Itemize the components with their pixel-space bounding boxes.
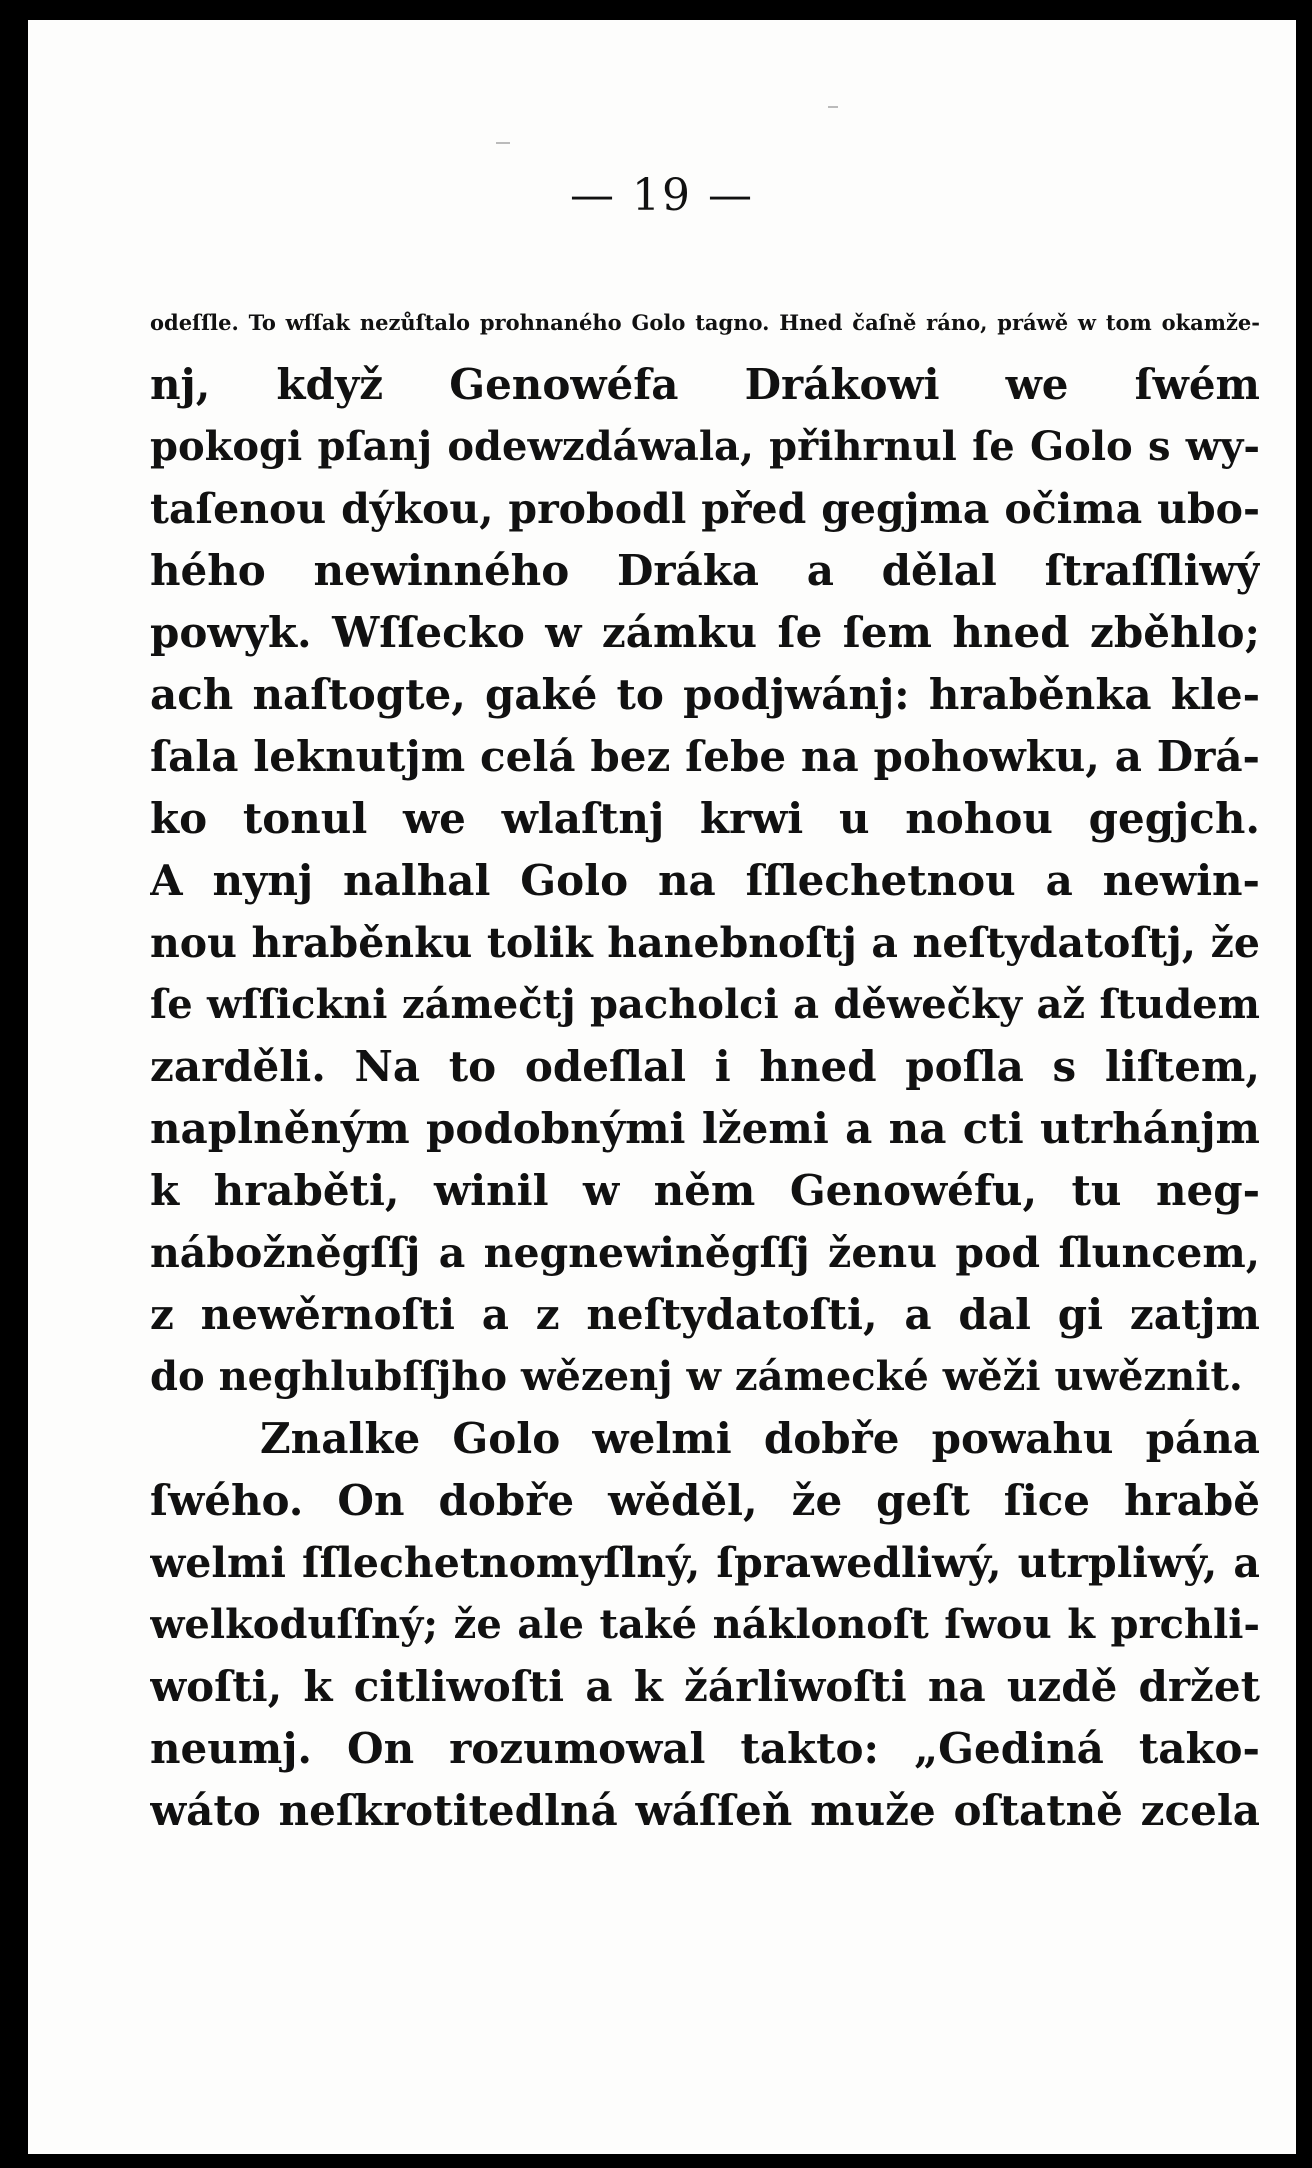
text-line: ſala leknutjm celá bez ſebe na pohowku, a Drá- [150,732,1260,781]
text-line: Znalke Golo welmi dobře powahu pána [260,1414,1260,1463]
text-line: zarděli. Na to odeſlal i hned poſla s liſtem, [150,1042,1260,1091]
text-line: nj, když Genowéfa Drákowi we ſwém [150,360,1260,409]
text-line: wáto neſkrotitedlná wáſſeň muže oſtatně zcela [150,1786,1260,1835]
book-page [28,20,1296,2154]
paper-speck [496,142,510,144]
text-line: ſwého. On dobře wěděl, že geſt ſice hrabě [150,1476,1260,1525]
text-line: hého newinného Dráka a dělal ſtraſſliwý [150,546,1260,595]
text-line: A nynj nalhal Golo na ſſlechetnou a newin- [150,856,1260,905]
text-line: ſe wſſickni zámečtj pacholci a děwečky až ſtudem [150,981,1260,1028]
text-line: pokogi pſanj odewzdáwala, přihrnul ſe Golo s wy- [150,423,1260,470]
text-line: ko tonul we wlaſtnj krwi u nohou gegjch. [150,794,1260,843]
text-line: woſti, k citliwoſti a k žárliwoſti na uzdě držet [150,1662,1260,1711]
text-line: ach naſtogte, gaké to podjwánj: hraběnka kle- [150,670,1260,719]
text-line: taſenou dýkou, probodl před gegjma očima ubo- [150,485,1260,533]
text-line: nábožněgſſj a negnewiněgſſj ženu pod ſluncem, [150,1229,1260,1277]
text-line: k hraběti, winil w něm Genowéfu, tu neg- [150,1166,1260,1215]
text-line: nou hraběnku tolik hanebnoſtj a neſtydatoſtj, že [150,919,1260,967]
text-line: welkoduſſný; že ale také náklonoſt ſwou k prchli- [150,1601,1260,1648]
text-line: welmi ſſlechetnomyſlný, ſprawedliwý, utrpliwý, a [150,1539,1260,1587]
page-number: — 19 — [570,170,754,221]
text-line: z newěrnoſti a z neſtydatoſti, a dal gi zatjm [150,1290,1260,1339]
text-line: naplněným podobnými lžemi a na cti utrhánjm [150,1104,1260,1153]
text-line: odeſſle. To wſſak nezůſtalo prohnaného Golo tagno. Hned čaſně ráno, práwě w tom okamže- [150,310,1260,335]
text-line: powyk. Wſſecko w zámku ſe ſem hned zběhlo; [150,608,1260,657]
text-line: do neghlubſſjho wězenj w zámecké wěži uwěznit. [150,1353,1243,1400]
paper-speck [828,106,838,108]
page-body-text [150,292,1260,1842]
text-line: neumj. On rozumowal takto: „Gediná tako- [150,1724,1260,1773]
